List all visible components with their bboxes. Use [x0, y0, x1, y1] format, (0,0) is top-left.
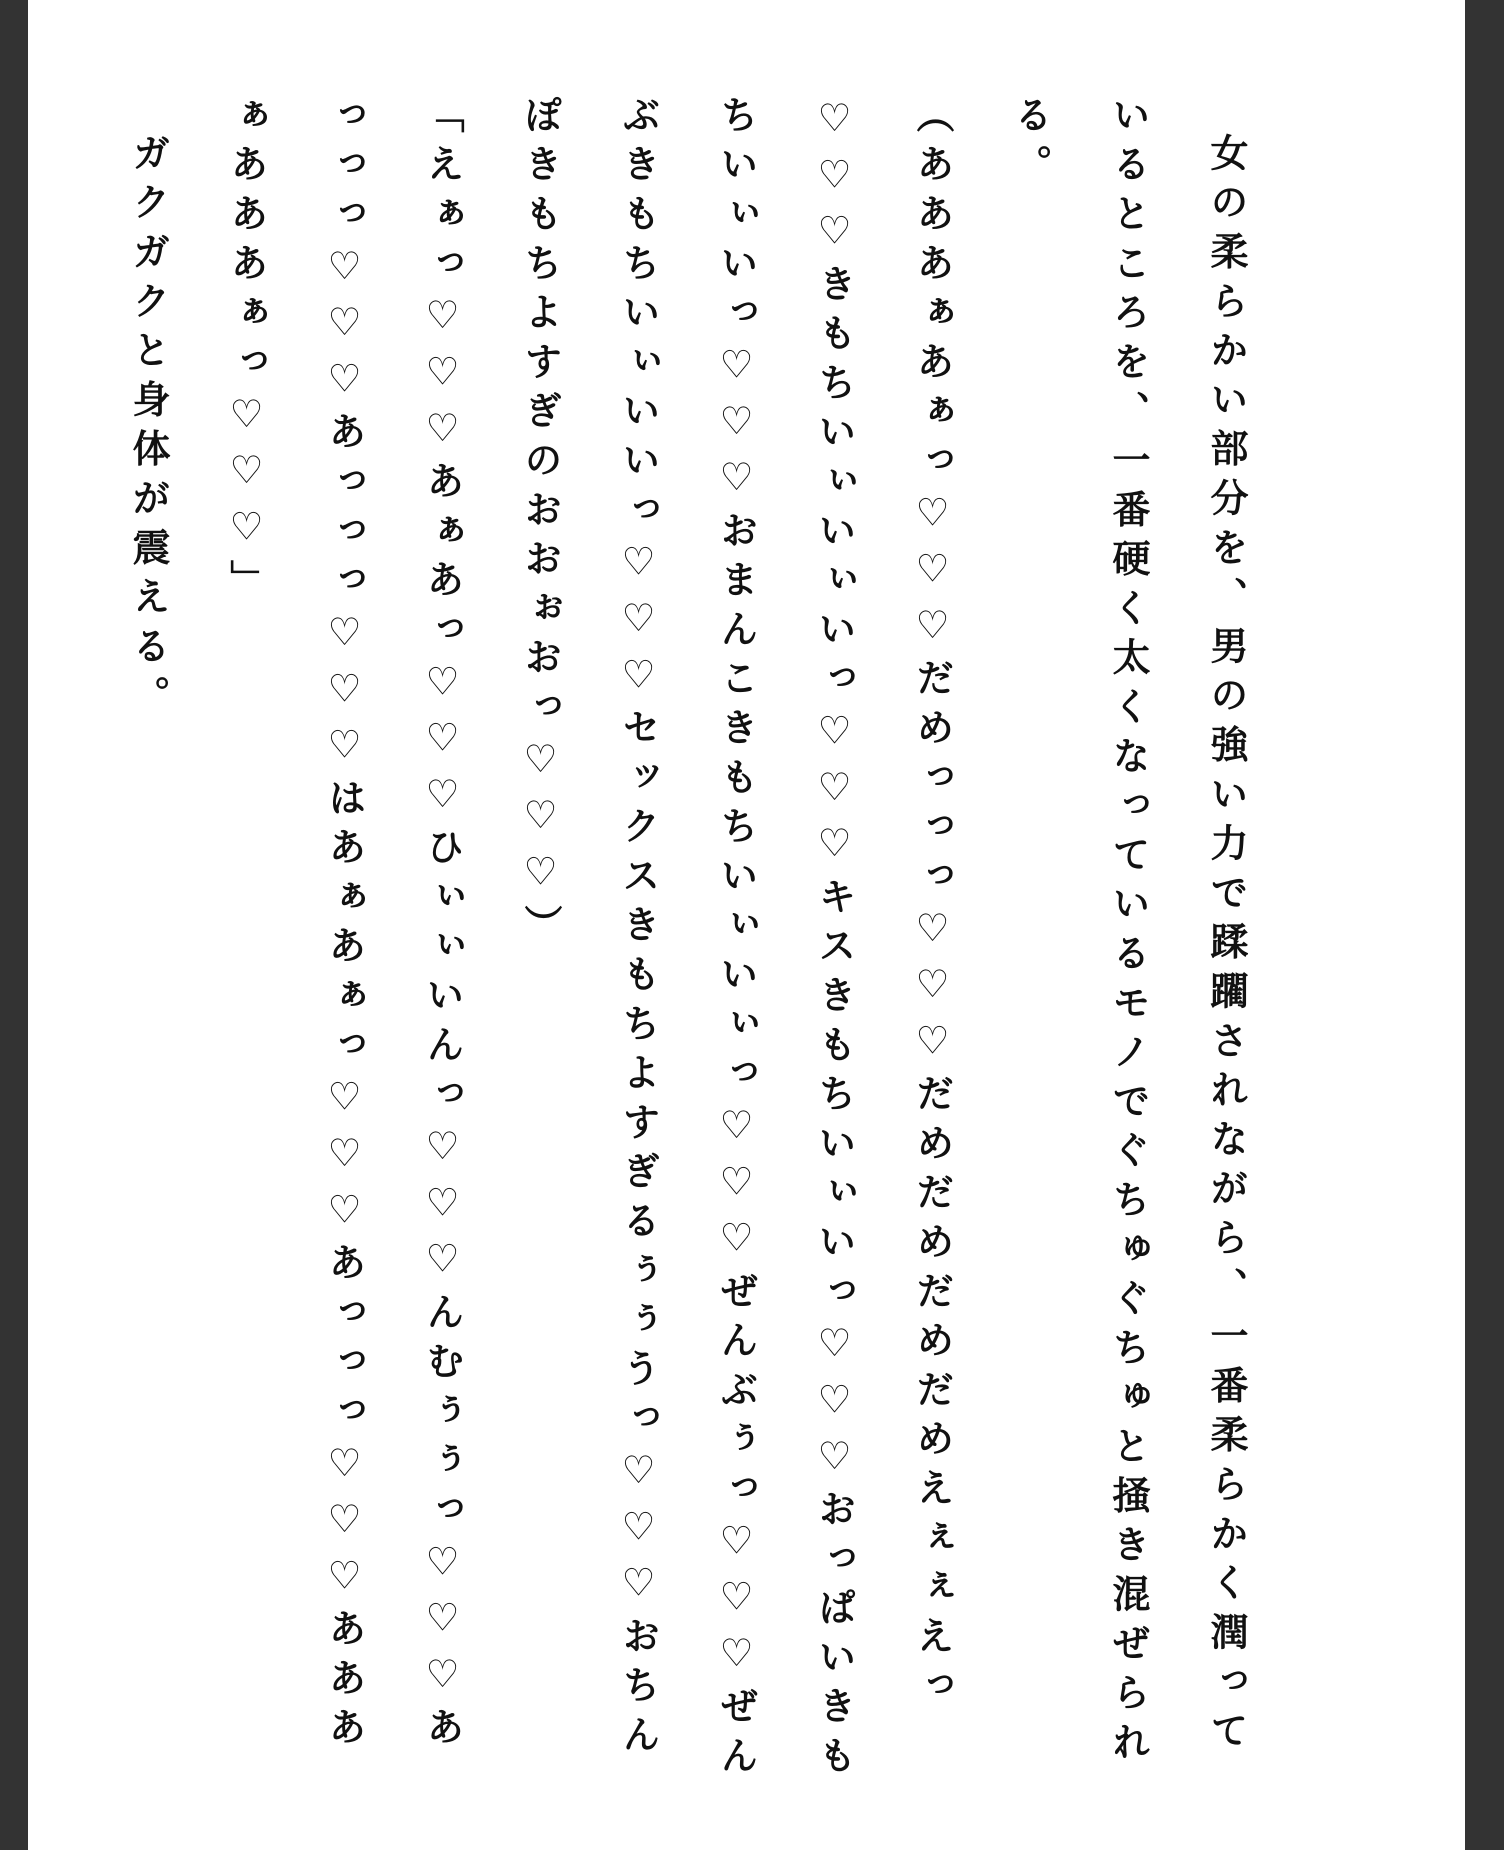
paragraph-inner-voice: （あああぁあぁっ♡♡♡だめっっっ♡♡♡だめだめだめだめえぇぇえっ♡♡♡きもちいぃいぃいっ♡♡♡キスきもちいぃいっ♡♡♡おっぱいきもちいぃいっ♡♡♡おまんこきもちいぃいぃっ♡♡♡ぜんぶぅっ♡♡♡ぜんぶきもちいぃいいっ♡♡♡セックスきもちよすぎるぅぅうっ♡♡♡おちんぽきもちよすぎのおおぉおっ♡♡♡）	[518, 95, 955, 1785]
paragraph-narration: 女の柔らかい部分を、男の強い力で蹂躙されながら、一番柔らかく潤っているところを、一番硬く太くなっているモノでぐちゅぐちゅと掻き混ぜられる。	[1008, 95, 1249, 1772]
vertical-text-body	[99, 95, 1275, 1795]
document-page	[28, 0, 1465, 1850]
paragraph-dialogue: 「えぁっ♡♡♡あぁあっ♡♡♡ひぃぃいんっ♡♡♡んむぅぅっ♡♡♡あっっっ♡♡♡あっっっ♡♡♡はあぁあぁっ♡♡♡あっっっ♡♡♡あああぁあああぁっ♡♡♡」	[224, 95, 465, 1757]
paragraph-narration-end: ガクガクと身体が震える。	[126, 133, 171, 725]
